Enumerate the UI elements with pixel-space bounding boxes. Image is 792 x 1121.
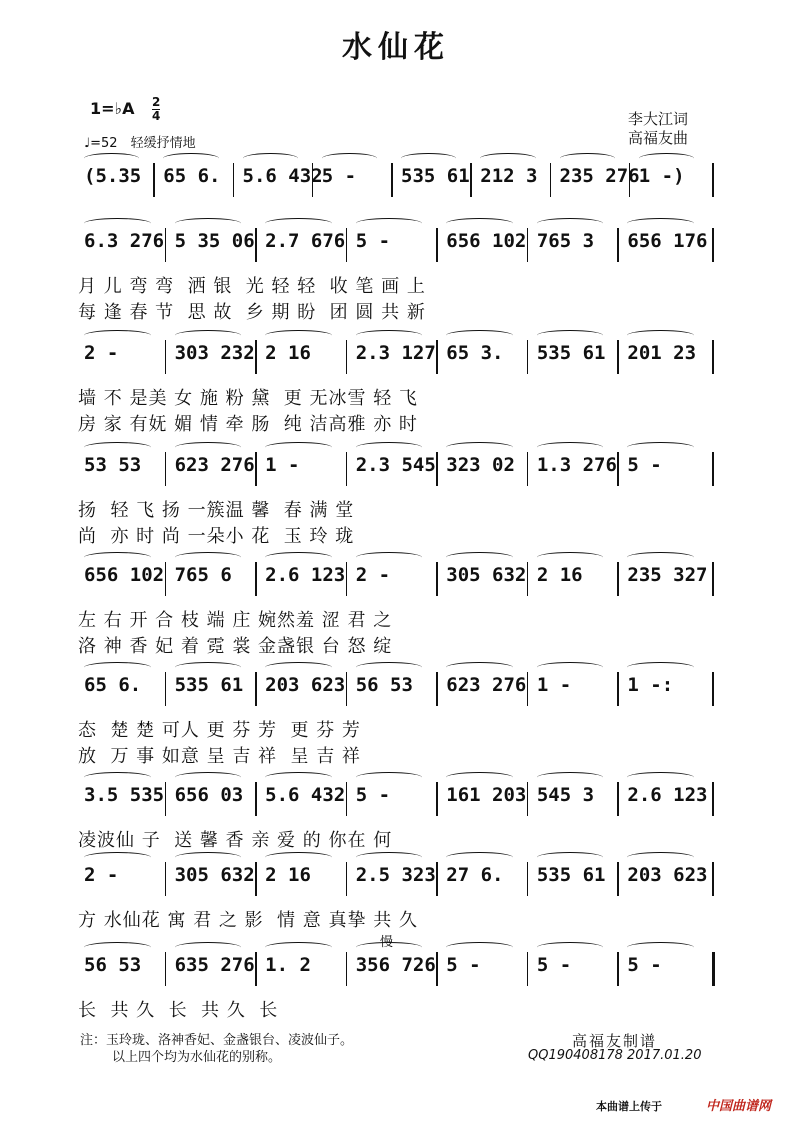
lyric-line: 放 万 事 如意 呈 吉 祥 呈 吉 祥 <box>78 746 361 767</box>
bar-line <box>470 163 472 197</box>
end-bar-line <box>712 672 714 706</box>
bar-line <box>436 340 438 374</box>
slur-mark <box>243 153 298 164</box>
measure: 535 61 <box>536 864 606 886</box>
maker-contact-date: QQ190408178 2017.01.20 <box>528 1048 702 1063</box>
bar-line <box>255 228 257 262</box>
bar-line <box>153 163 155 197</box>
measure: 2 16 <box>265 342 311 364</box>
slur-mark <box>537 442 604 453</box>
lyric-line: 方 水仙花 寓 君 之 影 情 意 真挚 共 久 <box>78 910 418 931</box>
slur-mark <box>356 552 423 563</box>
measure: 56 53 <box>355 674 413 696</box>
lyric-line: 房 家 有妩 媚 情 牵 肠 纯 洁高雅 亦 时 <box>78 414 418 435</box>
time-signature <box>152 96 160 123</box>
measure: 65 3. <box>446 342 504 364</box>
measure: 65 6. <box>84 674 142 696</box>
slur-mark <box>84 772 151 783</box>
measure: 656 03 <box>174 784 244 806</box>
time-denominator: 4 <box>152 109 161 123</box>
bar-line <box>527 952 529 986</box>
measure: 305 632 <box>446 564 527 586</box>
bar-line <box>255 862 257 896</box>
slur-mark <box>84 852 151 863</box>
slur-mark <box>163 153 218 164</box>
slur-mark <box>627 942 694 953</box>
bar-line <box>255 562 257 596</box>
measure: 235 276 <box>559 165 640 187</box>
measure: 5 - <box>321 165 357 187</box>
bar-line <box>391 163 393 197</box>
slur-mark <box>356 662 423 673</box>
end-bar-line <box>712 163 714 197</box>
lyric-line: 长 共 久 长 共 久 长 <box>78 1000 279 1021</box>
slur-mark <box>401 153 456 164</box>
bar-line <box>617 228 619 262</box>
measure: 765 6 <box>174 564 232 586</box>
slur-mark <box>265 772 332 783</box>
bar-line <box>165 952 167 986</box>
slur-mark <box>265 852 332 863</box>
slur-mark <box>322 153 377 164</box>
slur-mark <box>446 218 513 229</box>
measure: 65 6. <box>163 165 221 187</box>
lyric-line: 扬 轻 飞 扬 一簇温 馨 春 满 堂 <box>78 500 355 521</box>
bar-line <box>346 952 348 986</box>
measure: 323 02 <box>446 454 515 476</box>
bar-line <box>346 782 348 816</box>
measure: 535 61 <box>536 342 606 364</box>
bar-line <box>346 452 348 486</box>
bar-line <box>527 452 529 486</box>
bar-line <box>255 782 257 816</box>
measure: 1. 2 <box>265 954 311 976</box>
slur-mark <box>446 772 513 783</box>
measure: 1 -: <box>627 674 674 696</box>
end-bar-line <box>712 562 714 596</box>
slur-mark <box>84 330 151 341</box>
slur-mark <box>446 662 513 673</box>
measure: 2 16 <box>536 564 583 586</box>
slur-mark <box>627 552 694 563</box>
tempo-marking: ♩=52 轻缓抒情地 <box>84 136 196 151</box>
slur-mark <box>175 552 242 563</box>
measure: 2.3 127 <box>355 342 436 364</box>
footnote <box>80 1032 353 1066</box>
measure: 623 276 <box>174 454 255 476</box>
bar-line <box>527 562 529 596</box>
measure: 2 - <box>355 564 391 586</box>
slur-mark <box>627 330 694 341</box>
bar-line <box>617 672 619 706</box>
lyric-line: 尚 亦 时 尚 一朵小 花 玉 玲 珑 <box>78 526 355 547</box>
slur-mark <box>356 442 423 453</box>
bar-line <box>527 782 529 816</box>
measure: 2 16 <box>265 864 311 886</box>
measure: 1 -) <box>638 165 685 187</box>
measure: (5.35 <box>84 165 142 187</box>
slur-mark <box>480 153 535 164</box>
measure: 535 61 <box>174 674 244 696</box>
measure: 161 203 <box>446 784 527 806</box>
bar-line <box>255 672 257 706</box>
measure: 2.7 676 <box>265 230 346 252</box>
slur-mark <box>446 442 513 453</box>
measure: 656 176 <box>627 230 708 252</box>
slur-mark <box>265 218 332 229</box>
measure: 5 - <box>355 784 391 806</box>
song-title: 水仙花 <box>342 30 450 65</box>
lyricist: 李大江词 <box>628 110 689 128</box>
measure: 53 53 <box>84 454 142 476</box>
bar-line <box>255 340 257 374</box>
bar-line <box>436 952 438 986</box>
measure: 1.3 276 <box>536 454 617 476</box>
slur-mark <box>265 442 332 453</box>
measure: 305 632 <box>174 864 255 886</box>
end-bar-line <box>712 452 714 486</box>
slur-mark <box>84 218 151 229</box>
bar-line <box>527 340 529 374</box>
slur-mark <box>265 942 332 953</box>
slur-mark <box>84 153 139 164</box>
end-bar-line <box>712 862 714 896</box>
footnote-line-2: 以上四个均为水仙花的别称。 <box>112 1050 282 1065</box>
slur-mark <box>84 442 151 453</box>
slur-mark <box>639 153 694 164</box>
bar-line <box>165 782 167 816</box>
bar-line <box>617 452 619 486</box>
lyric-line: 每 逢 春 节 思 故 乡 期 盼 团 圆 共 新 <box>78 302 426 323</box>
end-bar-line <box>712 340 714 374</box>
bar-line <box>436 672 438 706</box>
slur-mark <box>84 552 151 563</box>
bar-line <box>255 452 257 486</box>
end-bar-line <box>712 228 714 262</box>
bar-line <box>255 952 257 986</box>
bar-line <box>436 862 438 896</box>
lyric-line: 墙 不 是美 女 施 粉 黛 更 无冰雪 轻 飞 <box>78 388 418 409</box>
measure: 203 623 <box>265 674 346 696</box>
measure: 235 327 <box>627 564 708 586</box>
bar-line <box>436 562 438 596</box>
slur-mark <box>537 942 604 953</box>
slur-mark <box>84 662 151 673</box>
measure: 5 35 06 <box>174 230 255 252</box>
bar-line <box>165 862 167 896</box>
slur-mark <box>537 218 604 229</box>
key-signature <box>90 96 160 123</box>
bar-line <box>550 163 552 197</box>
measure: 2 - <box>84 342 119 364</box>
composer: 高福友曲 <box>628 129 689 147</box>
measure: 635 276 <box>174 954 255 976</box>
measure: 5 - <box>355 230 391 252</box>
bar-line <box>527 672 529 706</box>
footnote-line-1: 注：玉玲珑、洛神香妃、金盏银台、凌波仙子。 <box>80 1033 354 1048</box>
time-numerator: 2 <box>152 95 161 109</box>
slur-mark <box>356 330 423 341</box>
bar-line <box>346 862 348 896</box>
measure: 6.3 276 <box>84 230 165 252</box>
slur-mark <box>175 852 242 863</box>
lyric-line: 态 楚 楚 可人 更 芬 芳 更 芬 芳 <box>78 720 361 741</box>
score-maker: 高福友制谱 <box>572 1032 658 1050</box>
measure: 5 - <box>446 954 481 976</box>
bar-line <box>527 228 529 262</box>
measure: 656 102 <box>84 564 165 586</box>
bar-line <box>165 672 167 706</box>
measure: 535 61 <box>401 165 470 187</box>
end-bar-line <box>712 782 714 816</box>
measure: 203 623 <box>627 864 708 886</box>
measure: 1 - <box>536 674 572 696</box>
slur-mark <box>627 662 694 673</box>
key-label: 1=♭A <box>90 99 135 118</box>
slur-mark <box>175 772 242 783</box>
slur-mark <box>537 330 604 341</box>
bar-line <box>165 340 167 374</box>
bar-line <box>617 782 619 816</box>
slur-mark <box>537 852 604 863</box>
measure: 2.6 123 <box>265 564 346 586</box>
slur-mark <box>265 662 332 673</box>
slur-mark <box>265 330 332 341</box>
slur-mark <box>84 942 151 953</box>
bar-line <box>527 862 529 896</box>
measure: 765 3 <box>536 230 595 252</box>
bar-line <box>617 952 619 986</box>
bar-line <box>436 452 438 486</box>
slur-mark <box>356 772 423 783</box>
slur-mark <box>175 442 242 453</box>
measure: 2.6 123 <box>627 784 708 806</box>
measure: 5 - <box>627 954 662 976</box>
slur-mark <box>627 442 694 453</box>
slur-mark <box>446 852 513 863</box>
bar-line <box>346 228 348 262</box>
slur-mark <box>627 218 694 229</box>
bar-line <box>617 340 619 374</box>
measure: 2.5 323 <box>355 864 436 886</box>
slur-mark <box>627 852 694 863</box>
bar-line <box>617 862 619 896</box>
bar-line <box>436 228 438 262</box>
measure: 545 3 <box>536 784 595 806</box>
slur-mark <box>537 772 604 783</box>
bar-line <box>346 672 348 706</box>
measure: 212 3 <box>480 165 538 187</box>
slur-mark <box>446 942 513 953</box>
lyric-line: 洛 神 香 妃 着 霓 裳 金盏银 台 怒 绽 <box>78 636 393 657</box>
credits <box>628 110 688 148</box>
slur-mark <box>356 852 423 863</box>
bar-line <box>233 163 235 197</box>
slur-mark <box>265 552 332 563</box>
measure: 27 6. <box>446 864 504 886</box>
measure: 2 - <box>84 864 119 886</box>
measure: 656 102 <box>446 230 527 252</box>
measure: 5 - <box>536 954 572 976</box>
measure: 2.3 545 <box>355 454 436 476</box>
slur-mark <box>627 772 694 783</box>
measure: 356 726 <box>355 954 436 976</box>
slow-mark: 慢 <box>380 935 394 950</box>
lyric-line: 凌波仙 子 送 馨 香 亲 爱 的 你在 何 <box>78 830 393 851</box>
measure: 56 53 <box>84 954 142 976</box>
slur-mark <box>560 153 615 164</box>
lyric-line: 左 右 开 合 枝 端 庄 婉然羞 涩 君 之 <box>78 610 393 631</box>
site-logo[interactable]: 中国曲谱网 <box>706 1099 772 1114</box>
measure: 303 232 <box>174 342 255 364</box>
bar-line <box>346 562 348 596</box>
lyric-line: 月 儿 弯 弯 洒 银 光 轻 轻 收 笔 画 上 <box>78 276 426 297</box>
slur-mark <box>175 942 242 953</box>
measure: 623 276 <box>446 674 527 696</box>
measure: 5 - <box>627 454 662 476</box>
slur-mark <box>446 552 513 563</box>
bar-line <box>165 452 167 486</box>
bar-line <box>617 562 619 596</box>
slur-mark <box>175 330 242 341</box>
bar-line <box>346 340 348 374</box>
measure: 5.6 432 <box>265 784 346 806</box>
measure: 1 - <box>265 454 300 476</box>
bar-line <box>165 228 167 262</box>
bar-line <box>436 782 438 816</box>
upload-note: 本曲谱上传于 <box>596 1100 662 1113</box>
slur-mark <box>537 552 604 563</box>
measure: 5.6 432 <box>242 165 323 187</box>
slur-mark <box>446 330 513 341</box>
measure: 3.5 535 <box>84 784 165 806</box>
slur-mark <box>356 218 423 229</box>
slur-mark <box>175 218 242 229</box>
bar-line <box>165 562 167 596</box>
end-bar-line <box>712 952 715 986</box>
measure: 201 23 <box>627 342 697 364</box>
slur-mark <box>175 662 242 673</box>
slur-mark <box>537 662 604 673</box>
